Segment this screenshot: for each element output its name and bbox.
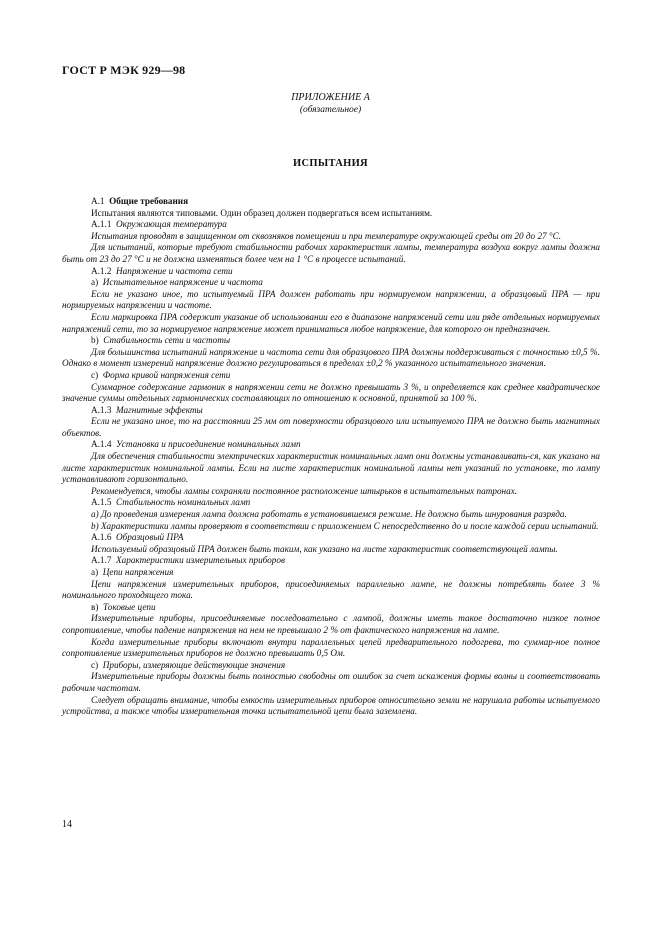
heading-label: Магнитные эффекты	[116, 404, 203, 415]
body-paragraph: Если не указано иное, то испытуемый ПРА должен работать при нормируемом напряжении, а образцовый ПРА — при нормируемых напряжении и частоте.	[62, 288, 600, 311]
heading-number: с)	[91, 659, 99, 670]
body-paragraph: Суммарное содержание гармоник в напряжении сети не должно превышать 3 %, и определяется как среднее квадратическое значение суммы отдельных гармонических составляющих по отношению к основной, принятой за 100 %.	[62, 381, 600, 404]
heading-label: Установка и присоединение номинальных ламп	[116, 439, 301, 450]
heading-label: Цепи напряжения	[102, 567, 174, 577]
body-paragraph: Испытания проводят в защищенном от сквозняков помещении и при температуре окружающей среды от 20 до 27 °С.	[91, 230, 562, 241]
body-paragraph: b) Характеристики лампы проверяют в соответствии с приложением С непосредственно до и после каждой серии испытаний.	[91, 520, 599, 531]
heading-number: А.1.3	[91, 404, 112, 415]
heading-label: Напряжение и частота сети	[116, 265, 233, 276]
section-heading	[62, 277, 600, 289]
appendix-header	[62, 92, 599, 116]
section-heading	[62, 370, 600, 382]
body-paragraph: Измерительные приборы должны быть полностью свободны от ошибок за счет искажения формы волны и соответствовать рабочим частотам.	[62, 671, 600, 693]
heading-label: Испытательное напряжение и частота	[102, 277, 263, 288]
body-paragraph: Для испытаний, которые требуют стабильности рабочих характеристик лампы, температура воздуха вокруг лампы должна быть от 23 до 27 °С и не должна изменяться более чем на 1 °С в процессе испытаний.	[62, 242, 600, 264]
body-paragraph: Используемый образцовый ПРА должен быть таким, как указано на листе характеристик соответствующей лампы.	[91, 543, 558, 554]
body-paragraph: Рекомендуется, чтобы лампы сохраняли постоянное расположение штырьков в испытательных патронах.	[91, 485, 518, 496]
section-heading	[62, 439, 600, 451]
heading-number: А.1.4	[91, 439, 112, 450]
heading-label: Токовые цепи	[103, 601, 156, 612]
document-body	[62, 196, 600, 718]
body-paragraph: Цепи напряжения измерительных приборов, присоединяемых параллельно лампе, не должны потреблять более 3 % номинального проходящего тока.	[62, 578, 600, 601]
heading-number: а)	[91, 567, 99, 577]
heading-number: А.1.1	[91, 219, 112, 230]
body-paragraph: Если не указано иное, то на расстоянии 25 мм от поверхности образцового или испытуемого ПРА не должно быть магнитных объектов.	[62, 416, 600, 438]
heading-label: Характеристики измерительных приборов	[116, 555, 285, 566]
section-heading	[62, 219, 600, 231]
section-title: ИСПЫТАНИЯ	[293, 158, 368, 169]
section-heading	[62, 567, 600, 579]
body-paragraph: а) До проведения измерения лампа должна работать в установившемся режиме. Не должно быть шнурования разряда.	[91, 509, 567, 520]
heading-number: с)	[91, 369, 99, 380]
heading-number: А.1.2	[91, 265, 112, 276]
heading-label: Стабильность номинальных ламп	[116, 497, 251, 508]
section-heading	[62, 602, 600, 614]
heading-number: в)	[91, 601, 99, 612]
section-heading	[62, 335, 600, 347]
body-paragraph: Для обеспечения стабильности электрических характеристик номинальных ламп они должны устанавливать-ся, как указано на листе характеристик номинальной лампы. Если на листе характеристик номинальной лампы нет указаний по установке, то лампу устанавливают горизонтально.	[62, 451, 600, 485]
heading-number: А.1.7	[91, 555, 112, 566]
heading-number: а)	[91, 277, 99, 288]
heading-number: А.1.6	[91, 532, 112, 543]
appendix-subtitle: (обязательное)	[299, 105, 362, 115]
section-heading	[62, 532, 600, 544]
appendix-title: ПРИЛОЖЕНИЕ А	[291, 92, 370, 103]
section-heading	[62, 196, 600, 208]
body-paragraph: Следует обращать внимание, чтобы емкость измерительных приборов относительно земли не нарушала работы испытуемого устройства, а также чтобы измерительная точка испытательной цепи была заземлена.	[62, 694, 600, 717]
body-paragraph: Измерительные приборы, присоединяемые последовательно с лампой, должны иметь такое достаточно низкое полное сопротивление, чтобы падение напряжения на нем не превышало 2 % от фактического напряжения на лампе.	[62, 613, 600, 635]
body-paragraph: Испытания являются типовыми. Один образец должен подвергаться всем испытаниям.	[91, 207, 433, 218]
heading-label: Приборы, измеряющие действующие значения	[102, 659, 286, 670]
page-number: 14	[62, 819, 72, 830]
heading-label: Окружающая температура	[116, 219, 227, 230]
section-heading	[62, 405, 600, 417]
heading-label: Образцовый ПРА	[116, 532, 184, 543]
body-paragraph: Для большинства испытаний напряжение и частота сети для образцового ПРА должны поддерживаться с точностью ±0,5 %. Однако в момент измерений напряжение должно регулироваться в пределах ±0,2 % указанного испытательного значения.	[62, 346, 600, 369]
section-heading	[62, 660, 600, 672]
heading-number: b)	[91, 335, 99, 346]
heading-label: Форма кривой напряжения сети	[102, 369, 231, 380]
heading-number: А.1.5	[91, 497, 112, 508]
heading-label: Стабильность сети и частоты	[103, 335, 231, 346]
section-heading	[62, 555, 600, 567]
heading-label: Общие требования	[109, 196, 189, 206]
heading-number: А.1	[91, 196, 105, 206]
body-paragraph: Если маркировка ПРА содержит указание об использовании его в диапазоне напряжений сети или ряде отдельных нормируемых напряжений сети, то за нормируемое напряжение может приниматься любое напряжение, для которого он предназначен.	[62, 311, 600, 334]
standard-header: ГОСТ Р МЭК 929—98	[62, 63, 186, 77]
section-heading	[62, 497, 600, 509]
section-heading	[62, 266, 600, 278]
body-paragraph: Когда измерительные приборы включают внутри параллельных цепей предварительного подогрева, то суммар-ное полное сопротивление измерительных приборов не должно превышать 0,5 Ом.	[62, 636, 600, 659]
